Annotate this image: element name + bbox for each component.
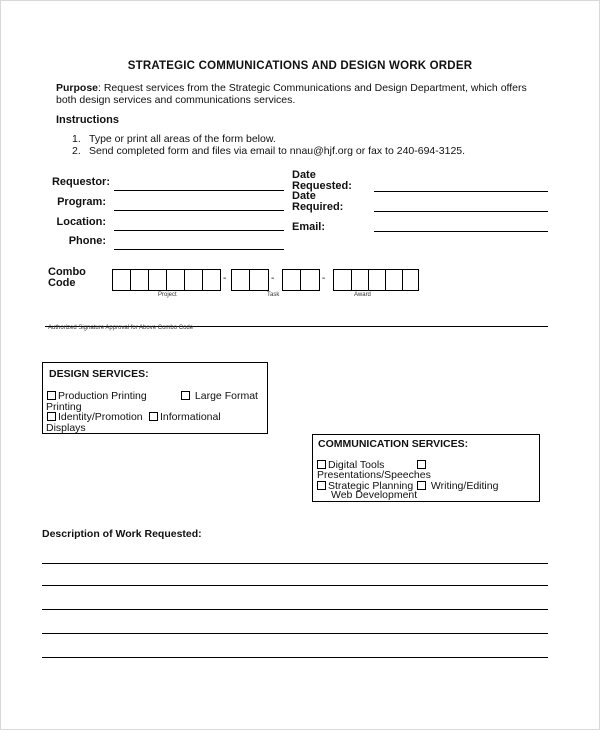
instructions-heading: Instructions xyxy=(56,114,119,126)
phone-field[interactable] xyxy=(114,249,284,250)
writing-editing-option[interactable] xyxy=(417,481,498,491)
instruction-text-2: Send completed form and files via email to nnau@hjf.org or fax to 240-694-3125. xyxy=(89,145,466,157)
project-code-boxes[interactable] xyxy=(112,269,221,291)
purpose-line-2: both design services and communications services. xyxy=(56,94,296,106)
web-development-label: Web Development xyxy=(331,489,418,501)
box-divider xyxy=(368,270,369,290)
production-printing-label: Production Printing xyxy=(58,390,147,402)
description-line[interactable] xyxy=(42,585,548,586)
email-label: Email: xyxy=(292,221,326,233)
program-field[interactable] xyxy=(114,210,284,211)
instruction-num-2: 2. xyxy=(72,145,81,157)
task-code-boxes-2[interactable] xyxy=(282,269,320,291)
date-requested-label-2: Requested: xyxy=(292,180,352,192)
box-divider xyxy=(351,270,352,290)
combo-separator-1: - xyxy=(223,273,227,284)
award-code-boxes[interactable] xyxy=(333,269,419,291)
writing-editing-checkbox[interactable] xyxy=(417,481,426,490)
description-line[interactable] xyxy=(42,657,548,658)
instruction-text-1: Type or print all areas of the form below. xyxy=(89,133,276,145)
date-required-label xyxy=(292,191,343,213)
program-label: Program: xyxy=(57,196,106,208)
phone-label: Phone: xyxy=(68,235,106,247)
presentations-checkbox[interactable] xyxy=(417,460,426,469)
box-divider xyxy=(385,270,386,290)
production-printing-checkbox[interactable] xyxy=(47,391,56,400)
digital-tools-label: Digital Tools xyxy=(328,459,385,471)
informational-label: Informational xyxy=(160,411,221,423)
combo-separator-2: - xyxy=(271,273,275,284)
combo-code-label xyxy=(48,267,86,289)
box-divider xyxy=(249,270,250,290)
description-line[interactable] xyxy=(42,633,548,634)
communication-services-box xyxy=(312,434,540,502)
purpose-line-1: : Request services from the Strategic Communications and Design Department, which offers xyxy=(98,82,527,94)
identity-promotion-option[interactable] xyxy=(47,412,143,422)
project-caption: Project xyxy=(158,292,177,298)
description-line[interactable] xyxy=(42,563,548,564)
communication-services-title: COMMUNICATION SERVICES: xyxy=(318,438,469,450)
production-printing-option[interactable] xyxy=(47,391,147,401)
page-title: STRATEGIC COMMUNICATIONS AND DESIGN WORK ORDER xyxy=(127,60,473,72)
signature-caption: Authorized Signature Approval for Above Combo Code xyxy=(48,325,194,331)
date-required-field[interactable] xyxy=(374,211,548,212)
location-label: Location: xyxy=(56,216,106,228)
task-code-boxes[interactable] xyxy=(231,269,269,291)
award-caption: Award xyxy=(354,292,371,298)
design-services-box xyxy=(42,362,268,434)
description-heading: Description of Work Requested: xyxy=(42,528,202,540)
box-divider xyxy=(300,270,301,290)
presentations-label: Presentations/Speeches xyxy=(317,469,431,481)
purpose-text xyxy=(56,82,556,106)
date-requested-label xyxy=(292,170,352,192)
combo-label-2: Code xyxy=(48,277,76,289)
combo-separator-3: - xyxy=(322,273,326,284)
printing-label: Printing xyxy=(46,401,82,413)
identity-promotion-label: Identity/Promotion xyxy=(58,411,143,423)
box-divider xyxy=(184,270,185,290)
large-format-checkbox[interactable] xyxy=(181,391,190,400)
identity-promotion-checkbox[interactable] xyxy=(47,412,56,421)
combo-label-1: Combo xyxy=(48,266,86,278)
box-divider xyxy=(148,270,149,290)
date-requested-label-1: Date xyxy=(292,169,316,181)
box-divider xyxy=(130,270,131,290)
location-field[interactable] xyxy=(114,230,284,231)
task-caption: Task xyxy=(267,292,280,298)
informational-option[interactable] xyxy=(149,412,221,422)
digital-tools-checkbox[interactable] xyxy=(317,460,326,469)
purpose-label: Purpose xyxy=(56,82,99,94)
requestor-label: Requestor: xyxy=(51,176,110,188)
date-required-label-1: Date xyxy=(292,190,316,202)
description-line[interactable] xyxy=(42,609,548,610)
writing-editing-label: Writing/Editing xyxy=(430,480,499,492)
large-format-option[interactable] xyxy=(181,391,258,401)
email-field[interactable] xyxy=(374,231,548,232)
date-required-label-2: Required: xyxy=(292,201,344,213)
design-services-title: DESIGN SERVICES: xyxy=(49,368,149,380)
box-divider xyxy=(402,270,403,290)
informational-checkbox[interactable] xyxy=(149,412,158,421)
box-divider xyxy=(202,270,203,290)
requestor-field[interactable] xyxy=(114,190,284,191)
strategic-planning-checkbox[interactable] xyxy=(317,481,326,490)
large-format-label: Large Format xyxy=(194,390,258,402)
strategic-planning-label: Strategic Planning xyxy=(328,480,414,492)
box-divider xyxy=(166,270,167,290)
displays-label: Displays xyxy=(46,422,86,434)
instruction-num-1: 1. xyxy=(72,133,81,145)
date-requested-field[interactable] xyxy=(374,191,548,192)
